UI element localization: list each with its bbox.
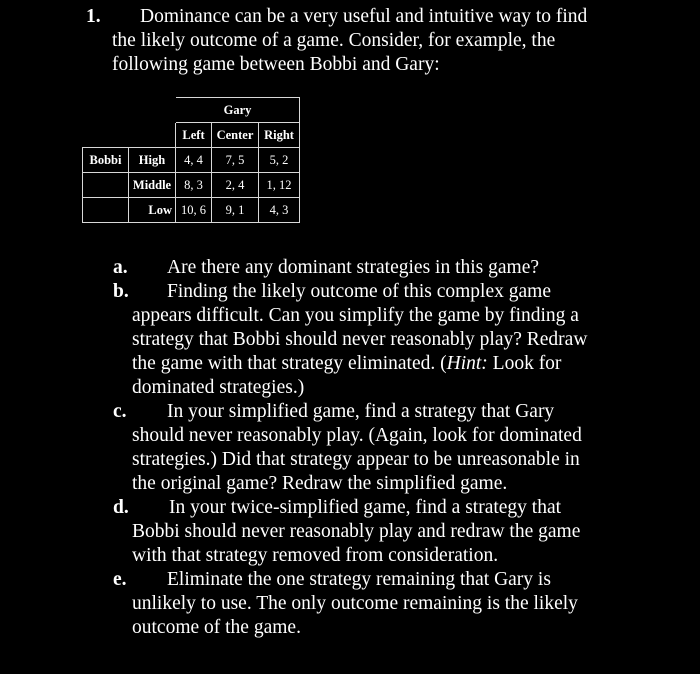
column-header-left: Left	[176, 123, 212, 148]
row-strategy-high: High	[129, 148, 176, 173]
payoff-cell: 4, 4	[176, 148, 212, 173]
question-e-line-2: unlikely to use. The only outcome remaining is the likely	[132, 593, 578, 614]
question-b-line-1: Finding the likely outcome of this complex game	[167, 281, 551, 302]
payoff-cell: 7, 5	[212, 148, 259, 173]
question-a	[113, 256, 539, 280]
question-c-line-2: should never reasonably play. (Again, look for dominated	[132, 425, 582, 446]
question-b-line-5: dominated strategies.)	[132, 377, 305, 398]
payoff-cell: 8, 3	[176, 173, 212, 198]
table-row	[83, 148, 300, 173]
payoff-cell: 1, 12	[259, 173, 300, 198]
intro-line-3: following game between Bobbi and Gary:	[112, 54, 440, 75]
question-e-label: e.	[113, 569, 127, 590]
payoff-cell: 9, 1	[212, 198, 259, 223]
question-a-label: a.	[113, 257, 128, 278]
table-row	[83, 198, 300, 223]
payoff-cell: 5, 2	[259, 148, 300, 173]
row-player-label: Bobbi	[83, 148, 129, 173]
question-b-line-4b: Look for	[487, 353, 562, 374]
question-b-line-4a: the game with that strategy eliminated. (	[132, 353, 447, 374]
question-c-line-4: the original game? Redraw the simplified game.	[132, 473, 508, 494]
question-a-text: Are there any dominant strategies in this game?	[167, 257, 540, 278]
question-c-label: c.	[113, 401, 127, 422]
column-header-center: Center	[212, 123, 259, 148]
payoff-matrix	[82, 97, 300, 223]
intro-line-2: the likely outcome of a game. Consider, for example, the	[112, 30, 556, 51]
question-b-line-3: strategy that Bobbi should never reasonably play? Redraw	[132, 329, 588, 350]
question-d-line-3: with that strategy removed from consideration.	[132, 545, 499, 566]
hint-word: Hint:	[446, 353, 488, 374]
question-b-line-2: appears difficult. Can you simplify the game by finding a	[132, 305, 579, 326]
question-c	[113, 400, 554, 424]
column-player-label: Gary	[176, 98, 300, 123]
row-strategy-low: Low	[129, 198, 176, 223]
question-e-line-3: outcome of the game.	[132, 617, 301, 638]
question-e	[113, 568, 551, 592]
question-c-line-1: In your simplified game, find a strategy that Gary	[167, 401, 555, 422]
intro-line-1: Dominance can be a very useful and intuitive way to find	[140, 6, 588, 27]
payoff-cell: 10, 6	[176, 198, 212, 223]
payoff-cell: 2, 4	[212, 173, 259, 198]
question-b	[113, 280, 551, 304]
question-d-line-1: In your twice-simplified game, find a strategy that	[169, 497, 562, 518]
payoff-cell: 4, 3	[259, 198, 300, 223]
question-b-label: b.	[113, 281, 129, 302]
column-header-right: Right	[259, 123, 300, 148]
problem-number: 1.	[86, 6, 101, 27]
question-d	[113, 496, 561, 520]
question-c-line-3: strategies.) Did that strategy appear to be unreasonable in	[132, 449, 580, 470]
question-d-label: d.	[113, 497, 129, 518]
question-e-line-1: Eliminate the one strategy remaining that Gary is	[167, 569, 551, 590]
table-row	[83, 173, 300, 198]
row-strategy-middle: Middle	[129, 173, 176, 198]
question-b-line-4	[132, 352, 561, 376]
question-d-line-2: Bobbi should never reasonably play and redraw the game	[132, 521, 581, 542]
